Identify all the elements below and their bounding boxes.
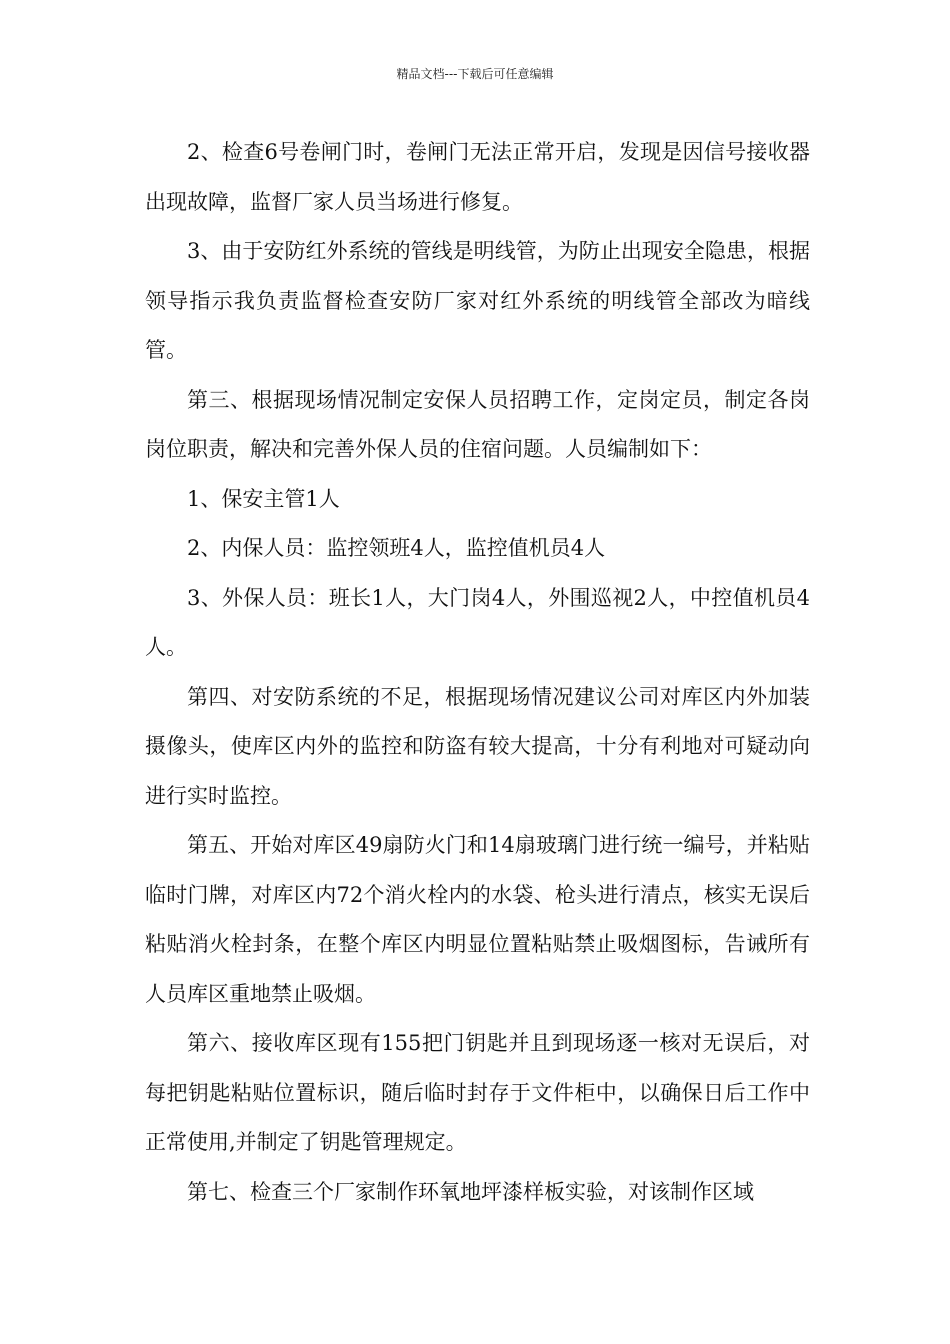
paragraph-3: 第三、根据现场情况制定安保人员招聘工作，定岗定员，制定各岗岗位职责，解决和完善外保人员的住宿问题。人员编制如下： [145,387,810,461]
page-header: 精品文档---下载后可任意编辑 [396,67,554,81]
paragraph-2: 3、由于安防红外系统的管线是明线管，为防止出现安全隐患，根据领导指示我负责监督检查安防厂家对红外系统的明线管全部改为暗线管。 [145,239,810,362]
paragraph-10: 第七、检查三个厂家制作环氧地坪漆样板实验，对该制作区域 [187,1179,754,1204]
paragraph-1: 2、检查6号卷闸门时，卷闸门无法正常开启，发现是因信号接收器出现故障，监督厂家人员当场进行修复。 [145,140,810,214]
paragraph-5: 2、内保人员：监控领班4人，监控值机员4人 [187,536,606,560]
paragraph-6: 3、外保人员：班长1人，大门岗4人，外围巡视2人，中控值机员4人。 [145,585,810,659]
paragraph-9: 第六、接收库区现有155把门钥匙并且到现场逐一核对无误后，对每把钥匙粘贴位置标识，随后临时封存于文件柜中，以确保日后工作中正常使用,并制定了钥匙管理规定。 [145,1031,810,1154]
paragraph-8: 第五、开始对库区49扇防火门和14扇玻璃门进行统一编号，并粘贴临时门牌，对库区内72个消火栓内的水袋、枪头进行清点，核实无误后粘贴消火栓封条，在整个库区内明显位置粘贴禁止吸烟图标，告诫所有人员库区重地禁止吸烟。 [145,833,810,1006]
paragraph-4: 1、保安主管1人 [187,486,340,511]
paragraph-7: 第四、对安防系统的不足，根据现场情况建议公司对库区内外加装摄像头，使库区内外的监控和防盗有较大提高，十分有利地对可疑动向进行实时监控。 [145,684,810,808]
document-body [145,128,810,1217]
